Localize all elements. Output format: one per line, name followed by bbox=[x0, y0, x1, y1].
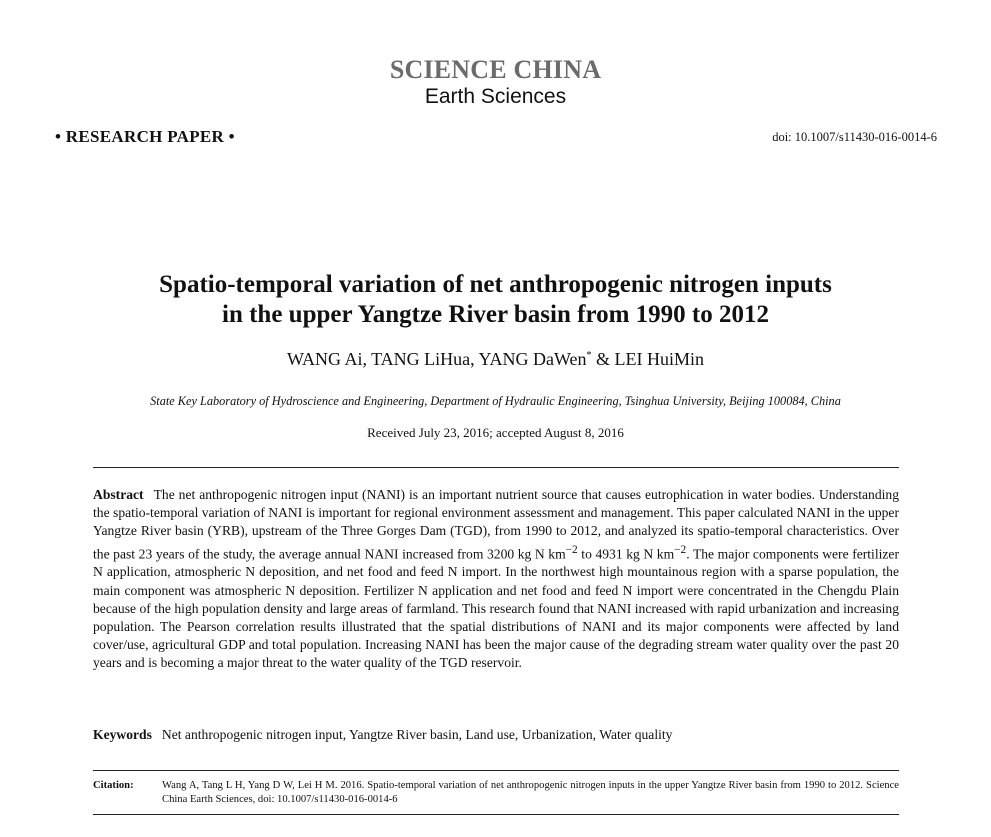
abstract-label: Abstract bbox=[93, 487, 144, 502]
divider-top bbox=[93, 467, 899, 468]
keywords-label: Keywords bbox=[93, 727, 152, 742]
citation-text: Wang A, Tang L H, Yang D W, Lei H M. 2016. Spatio-temporal variation of net anthropogenic nitrogen inputs in the upper Yangtze River basin from 1990 to 2012. Science China Earth Sciences, doi: 10.1007/s11430-016-0014-6 bbox=[162, 780, 899, 805]
keywords-text: Net anthropogenic nitrogen input, Yangtze River basin, Land use, Urbanization, Water quality bbox=[161, 727, 673, 742]
corresponding-author-mark: * bbox=[586, 350, 592, 361]
abstract-text-2: to 4931 kg N km bbox=[577, 546, 675, 562]
journal-subtitle: Earth Sciences bbox=[424, 85, 567, 108]
divider-middle bbox=[93, 770, 899, 771]
divider-bottom bbox=[93, 814, 899, 815]
title-line-2: in the upper Yangtze River basin from 1990 to 2012 bbox=[222, 301, 769, 328]
authors-text: WANG Ai, TANG LiHua, YANG DaWen bbox=[286, 349, 587, 369]
keywords bbox=[93, 726, 899, 744]
author-list bbox=[0, 349, 991, 370]
unit-exponent-1: −2 bbox=[565, 543, 578, 556]
abstract-text-3: . The major components were fertilizer N application, atmospheric N deposition, and net food and feed N import. In the northwest high mountainous region with a sparse population, the main component was atmospheric N deposition. Fertilizer N application and net food and feed N import were concentrated in the Chengdu Plain because of the high population density and large areas of farmland. This research found that NANI increased with rapid urbanization and increasing population. The Pearson correlation results illustrated that the spatial distributions of NANI and its major components were affected by land cover/use, agricultural GDP and total population. Increasing NANI has been the major cause of the degrading stream water quality over the past 20 years and is becoming a major threat to the water quality of the TGD reservoir. bbox=[93, 546, 899, 671]
title-line-1: Spatio-temporal variation of net anthropogenic nitrogen inputs bbox=[159, 271, 832, 298]
article-type-label: • RESEARCH PAPER • bbox=[55, 127, 235, 146]
citation-label: Citation: bbox=[93, 780, 134, 791]
citation bbox=[93, 779, 899, 807]
article-title bbox=[0, 270, 991, 330]
doi-text: doi: 10.1007/s11430-016-0014-6 bbox=[772, 130, 937, 144]
received-accepted-dates: Received July 23, 2016; accepted August 8, 2016 bbox=[367, 425, 624, 440]
unit-exponent-2: −2 bbox=[674, 543, 687, 556]
abstract-text-1: The net anthropogenic nitrogen input (NANI) is an important nutrient source that causes eutrophication in water bodies. Understanding the spatio-temporal variation of NANI is important for regional environment assessment and management. This paper calculated NANI in the upper Yangtze River basin (YRB), upstream of the Three Gorges Dam (TGD), from 1990 to 2012, and analyzed its spatio-temporal characteristics. Over the past 23 years of the study, the average annual NANI increased from 3200 kg N km bbox=[93, 487, 899, 562]
journal-name: SCIENCE CHINA bbox=[389, 55, 602, 84]
authors-text-end: & LEI HuiMin bbox=[591, 349, 705, 369]
affiliation: State Key Laboratory of Hydroscience and Engineering, Department of Hydraulic Engineering, Tsinghua University, Beijing 100084, China bbox=[150, 394, 841, 408]
abstract bbox=[93, 486, 899, 673]
